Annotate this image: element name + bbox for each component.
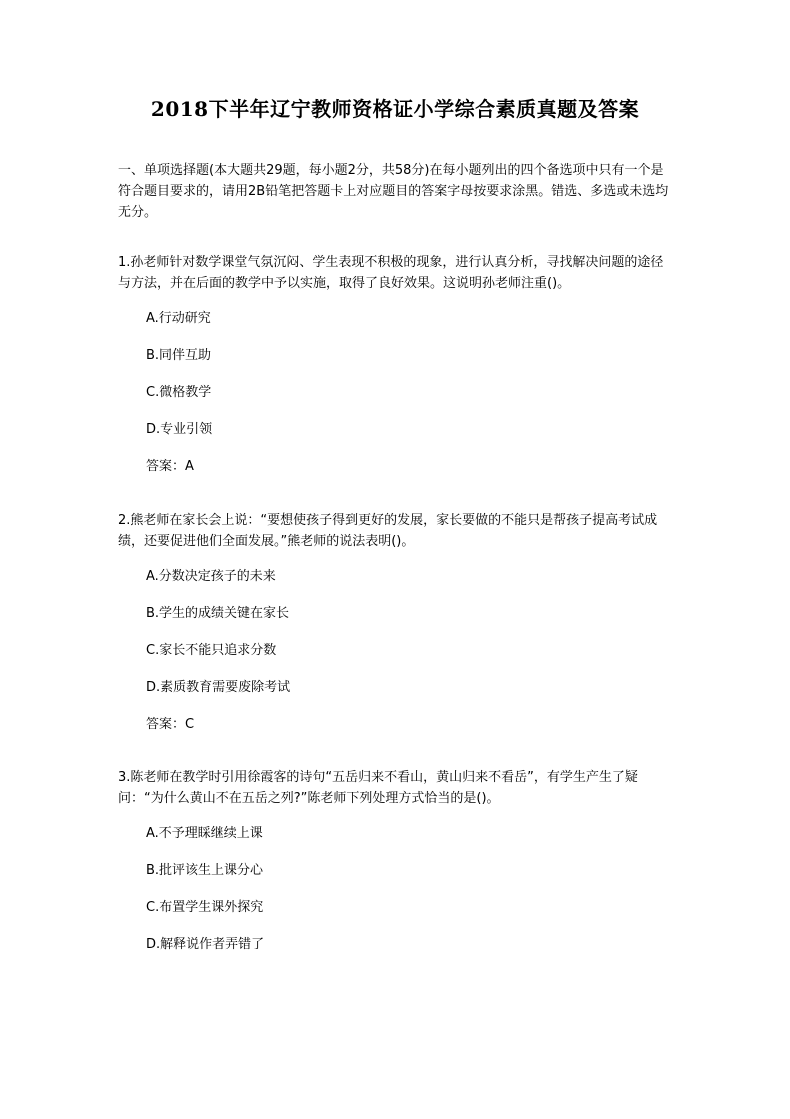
option-list <box>118 566 674 735</box>
question-1 <box>118 252 674 477</box>
option-b: B.学生的成绩关键在家长 <box>146 606 290 621</box>
question-stem: 1.孙老师针对数学课堂气氛沉闷、学生表现不积极的现象，进行认真分析，寻找解决问题的途径与方法，并在后面的教学中予以实施，取得了良好效果。这说明孙老师注重()。 <box>118 255 664 291</box>
option-b: B.同伴互助 <box>146 348 212 363</box>
option-d: D.解释说作者弄错了 <box>146 937 265 952</box>
option-c: C.布置学生课外探究 <box>146 900 264 915</box>
option-d: D.素质教育需要废除考试 <box>146 680 291 695</box>
option-a: A.行动研究 <box>146 311 211 326</box>
answer-text: 答案：C <box>146 717 195 732</box>
answer-text: 答案：A <box>146 459 194 474</box>
question-2 <box>118 510 674 735</box>
option-d: D.专业引领 <box>146 422 213 437</box>
option-list <box>118 308 674 477</box>
option-list <box>118 823 674 971</box>
option-c: C.家长不能只追求分数 <box>146 643 277 658</box>
section-instructions: 一、单项选择题(本大题共29题，每小题2分，共58分)在每小题列出的四个备选项中只有一个是符合题目要求的，请用2B铅笔把答题卡上对应题目的答案字母按要求涂黑。错选、多选或未选均无分。 <box>118 163 669 220</box>
option-a: A.分数决定孩子的未来 <box>146 569 276 584</box>
question-3 <box>118 767 674 971</box>
option-a: A.不予理睬继续上课 <box>146 826 263 841</box>
option-c: C.微格教学 <box>146 385 212 400</box>
question-stem: 2.熊老师在家长会上说：“要想使孩子得到更好的发展，家长要做的不能只是帮孩子提高考试成绩，还要促进他们全面发展。”熊老师的说法表明()。 <box>118 513 658 549</box>
question-stem: 3.陈老师在教学时引用徐霞客的诗句“五岳归来不看山，黄山归来不看岳”，有学生产生了疑问：“为什么黄山不在五岳之列?”陈老师下列处理方式恰当的是()。 <box>118 770 638 806</box>
document-title: 2018下半年辽宁教师资格证小学综合素质真题及答案 <box>150 97 640 121</box>
option-b: B.批评该生上课分心 <box>146 863 264 878</box>
